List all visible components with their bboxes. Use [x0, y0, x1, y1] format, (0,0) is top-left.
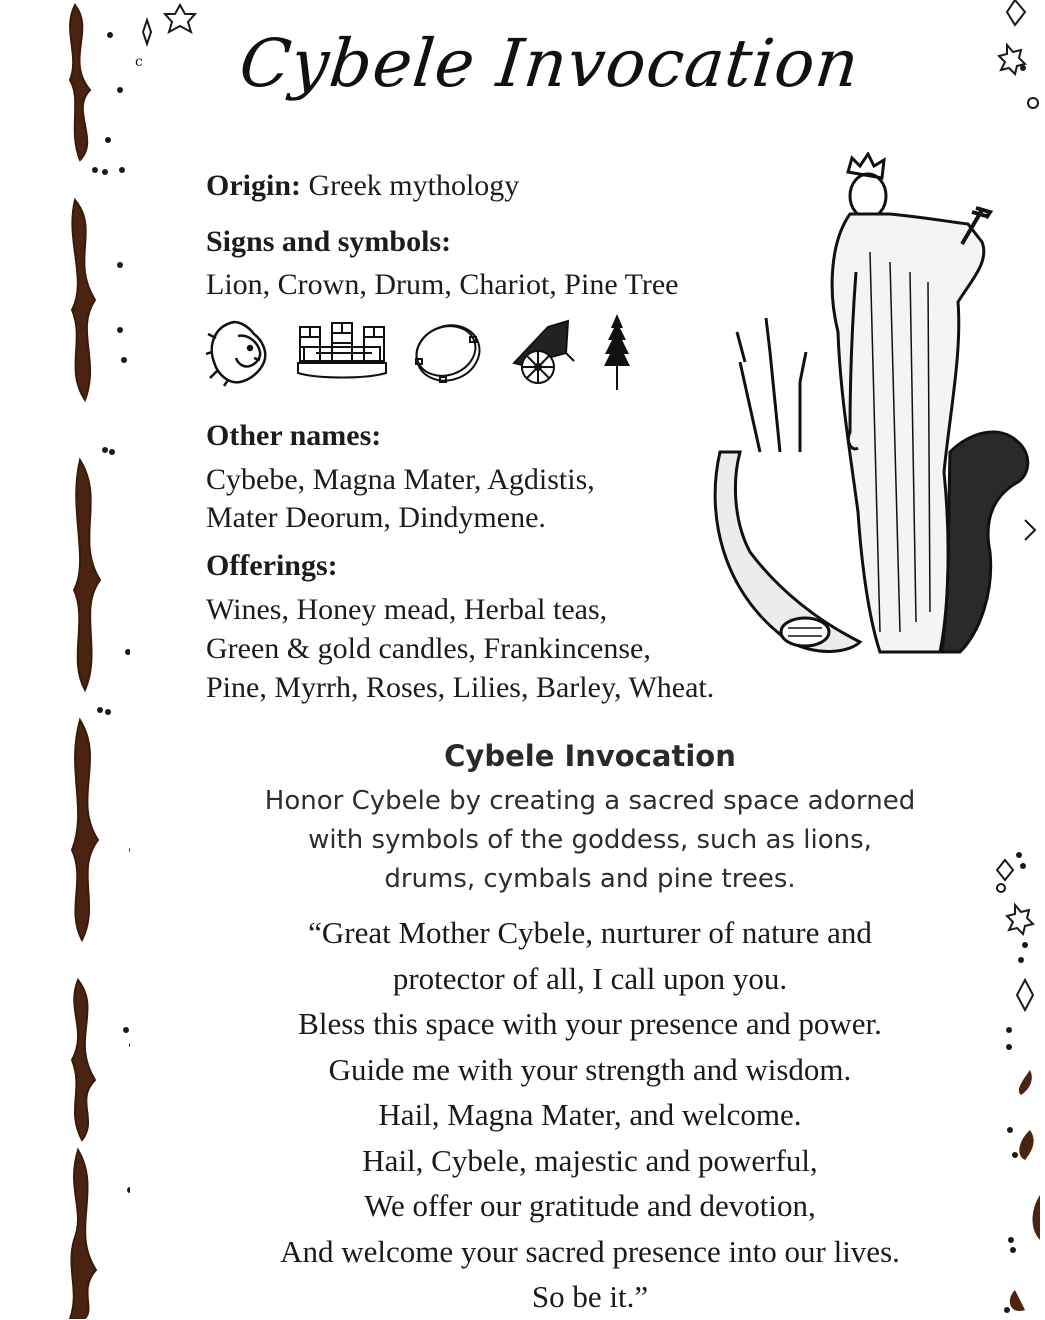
description-line: Honor Cybele by creating a sacred space adorned [264, 786, 916, 816]
offerings-line: Wines, Honey mead, Herbal teas, [206, 593, 608, 626]
svg-text:c: c [135, 54, 143, 70]
symbol-icons-row [204, 312, 632, 392]
vine-border-decoration [60, 0, 130, 1319]
pine-tree-icon [602, 312, 632, 392]
crown-icon [296, 319, 388, 385]
prayer-line: Bless this space with your presence and power. [298, 1006, 882, 1041]
description-line: with symbols of the goddess, such as lions, [308, 825, 872, 855]
origin-value: Greek mythology [308, 169, 520, 202]
invocation-heading: Cybele Invocation [444, 739, 736, 773]
prayer-line: Hail, Magna Mater, and welcome. [378, 1097, 802, 1132]
prayer-line: Hail, Cybele, majestic and powerful, [362, 1142, 818, 1178]
chariot-icon [508, 317, 580, 387]
prayer-line: protector of all, I call upon you. [392, 960, 788, 996]
invocation-description [200, 782, 980, 899]
origin-label: Origin: [206, 169, 301, 202]
offerings-label: Offerings: [206, 549, 338, 582]
prayer-line: So be it.” [531, 1279, 649, 1314]
drum-icon [410, 319, 486, 385]
invocation-prayer [200, 910, 980, 1320]
other-names-label: Other names: [206, 419, 382, 452]
offerings-line: Green & gold candles, Frankincense, [206, 632, 651, 665]
other-names-line: Mater Deorum, Dindymene. [206, 501, 546, 534]
prayer-line: Guide me with your strength and wisdom. [328, 1051, 852, 1087]
prayer-line: And welcome your sacred presence into our lives. [280, 1233, 900, 1269]
other-names-line: Cybebe, Magna Mater, Agdistis, [206, 463, 595, 496]
description-line: drums, cymbals and pine trees. [384, 864, 796, 894]
prayer-line: We offer our gratitude and devotion, [364, 1188, 816, 1223]
lion-icon [204, 316, 274, 388]
prayer-line: “Great Mother Cybele, nurturer of nature and [308, 915, 872, 950]
offerings-line: Pine, Myrrh, Roses, Lilies, Barley, Wheat. [206, 671, 715, 704]
origin-row [206, 168, 519, 204]
signs-value: Lion, Crown, Drum, Chariot, Pine Tree [206, 268, 679, 301]
stars-decoration [135, 0, 205, 70]
signs-label: Signs and symbols: [206, 225, 452, 258]
cybele-woodcut-illustration [700, 152, 1045, 672]
page-title: Cybele Invocation [236, 25, 864, 102]
